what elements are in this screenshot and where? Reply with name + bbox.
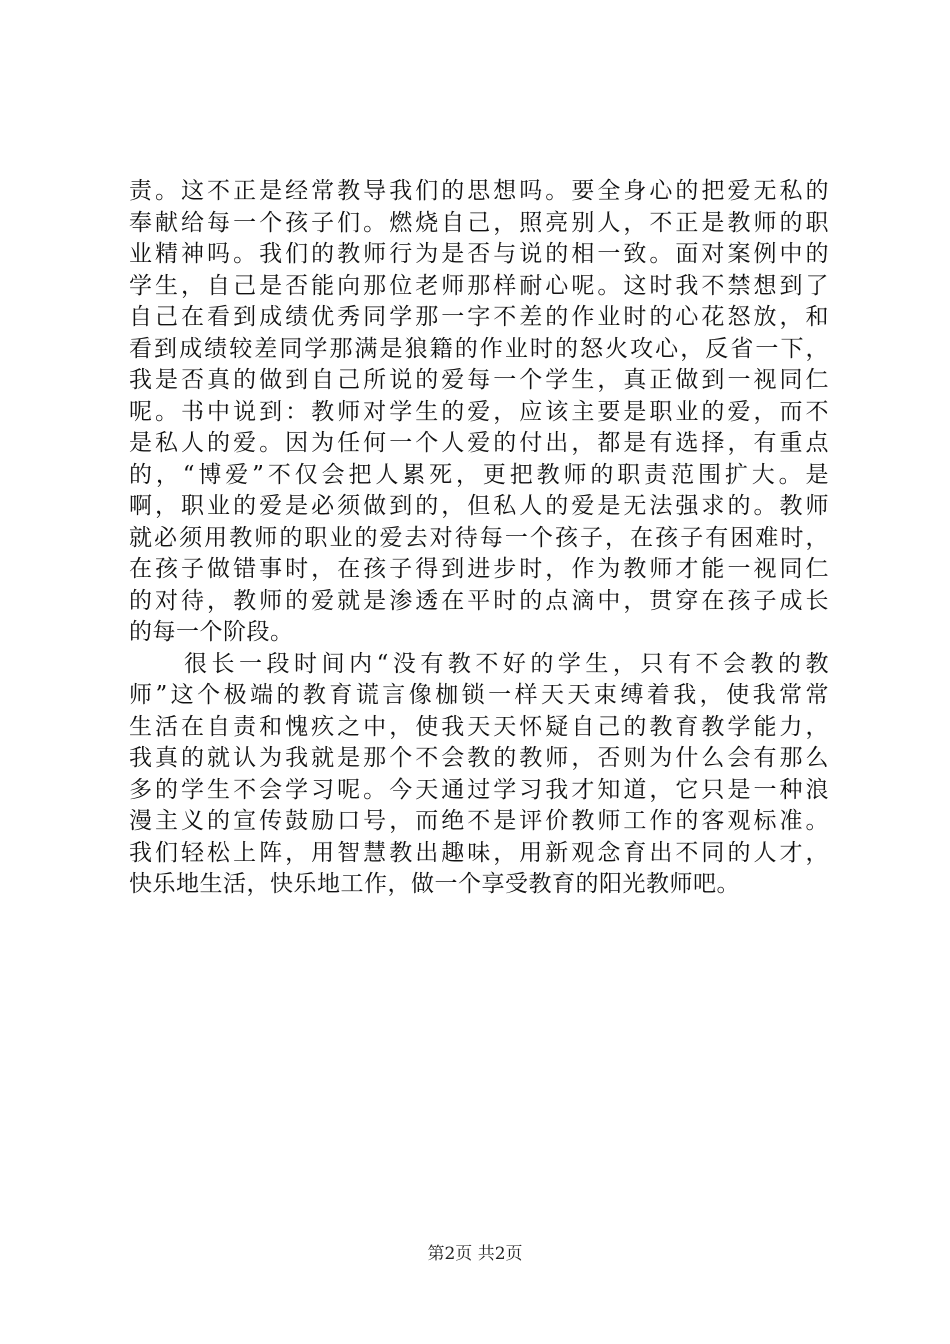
text-line: 多的学生不会学习呢。今天通过学习我才知道，它只是一种浪 [129,776,829,803]
text-line: 漫主义的宣传鼓励口号，而绝不是评价教师工作的客观标准。 [129,808,829,834]
paragraph-1 [129,176,829,649]
text-line: 生活在自责和愧疚之中，使我天天怀疑自己的教育教学能力， [129,713,829,740]
paragraph-2 [129,649,829,901]
text-line: 啊，职业的爱是必须做到的，但私人的爱是无法强求的。教师 [129,493,829,519]
text-line: 就必须用教师的职业的爱去对待每一个孩子，在孩子有困难时， [129,524,829,551]
text-line: 我真的就认为我就是那个不会教的教师，否则为什么会有那么 [129,745,829,771]
text-line: 看到成绩较差同学那满是狼籍的作业时的怒火攻心，反省一下， [129,335,829,362]
page-number-footer: 第2页 共2页 [427,1244,523,1264]
text-line: 在孩子做错事时，在孩子得到进步时，作为教师才能一视同仁 [129,556,829,582]
text-line: 责。这不正是经常教导我们的思想吗。要全身心的把爱无私的 [129,178,829,204]
text-line: 是私人的爱。因为任何一个人爱的付出，都是有选择，有重点 [129,430,829,456]
text-line: 呢。书中说到：教师对学生的爱，应该主要是职业的爱，而不 [129,398,829,425]
text-line: 的，“博爱”不仅会把人累死，更把教师的职责范围扩大。是 [129,461,829,488]
text-line: 快乐地生活，快乐地工作，做一个享受教育的阳光教师吧。 [129,871,740,897]
text-line: 自己在看到成绩优秀同学那一字不差的作业时的心花怒放，和 [129,304,829,330]
text-line: 的每一个阶段。 [129,619,294,645]
text-line: 业精神吗。我们的教师行为是否与说的相一致。面对案例中的 [129,241,829,267]
text-line: 我们轻松上阵，用智慧教出趣味，用新观念育出不同的人才， [129,839,829,866]
text-line: 奉献给每一个孩子们。燃烧自己，照亮别人，不正是教师的职 [129,209,829,236]
text-line: 师”这个极端的教育谎言像枷锁一样天天束缚着我，使我常常 [129,682,829,708]
text-line: 学生，自己是否能向那位老师那样耐心呢。这时我不禁想到了 [129,272,829,299]
text-line: 很长一段时间内“没有教不好的学生，只有不会教的教 [129,650,829,677]
body-text [129,176,829,901]
text-line: 我是否真的做到自己所说的爱每一个学生，真正做到一视同仁 [129,367,829,393]
text-line: 的对待，教师的爱就是渗透在平时的点滴中，贯穿在孩子成长 [129,587,829,614]
